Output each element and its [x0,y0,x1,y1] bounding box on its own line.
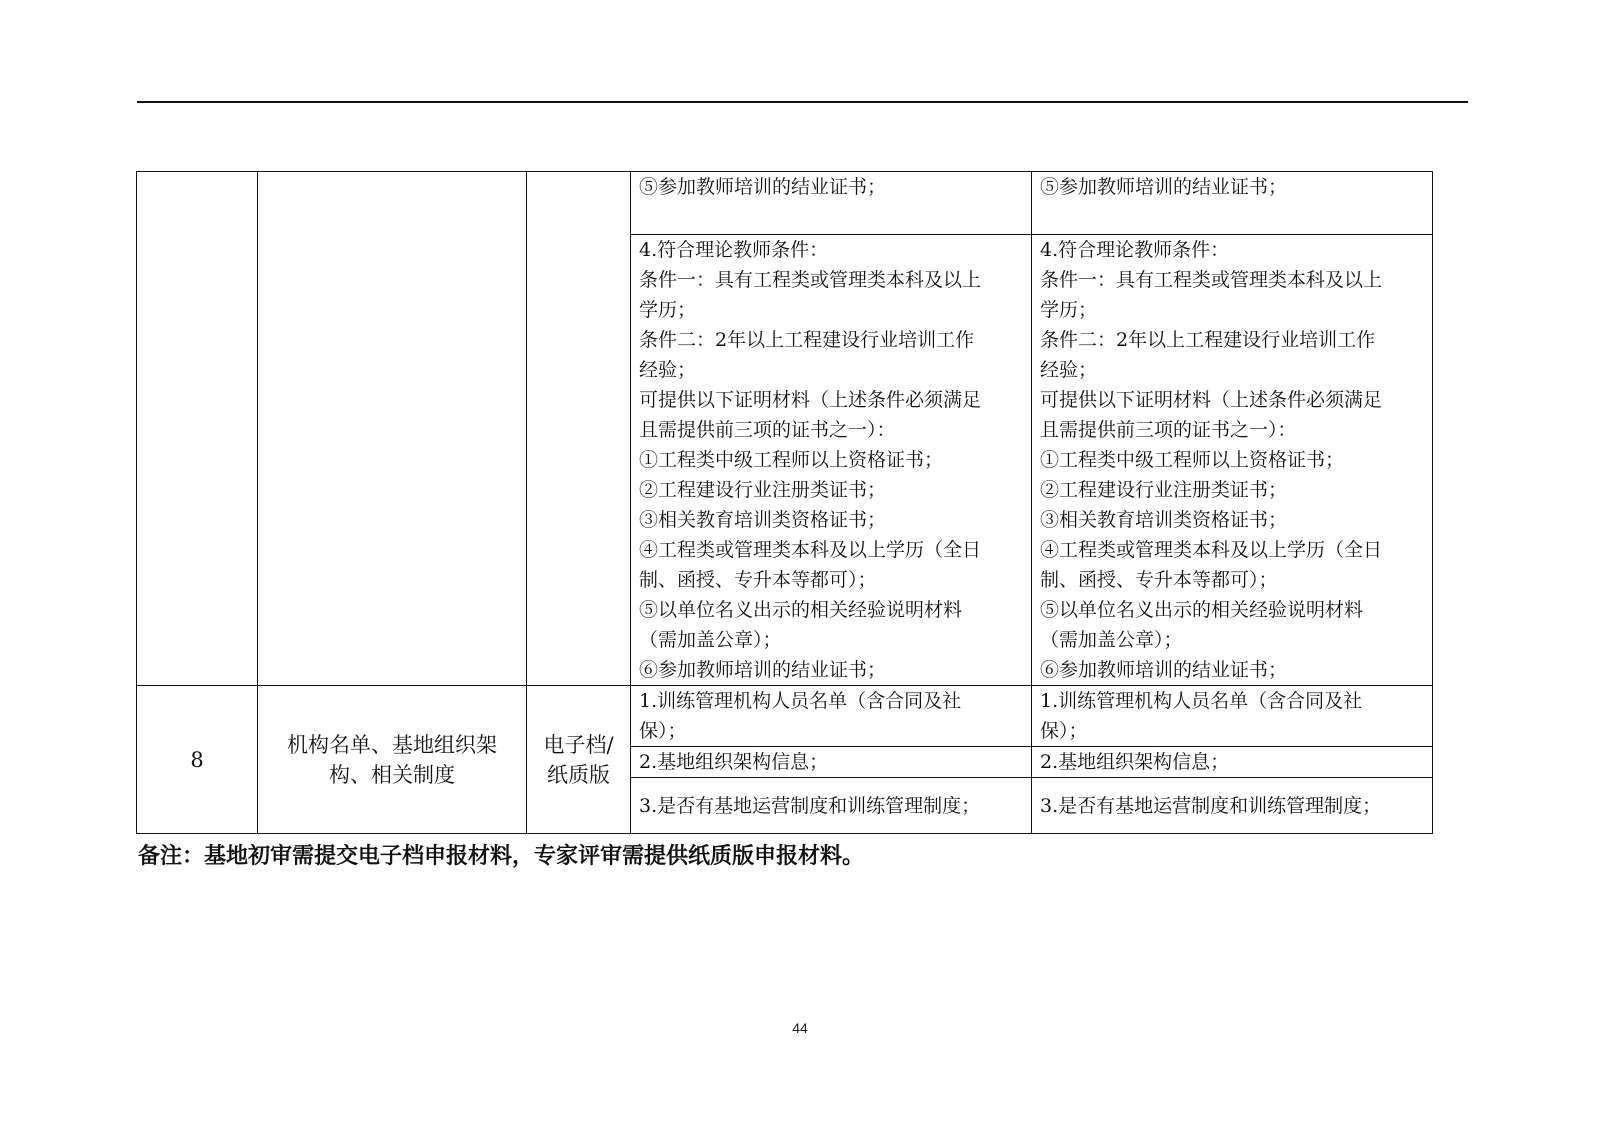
requirement-line: ⑤参加教师培训的结业证书； [639,176,887,198]
requirement-line: ③相关教育培训类资格证书； [639,509,887,531]
item-name-cell [258,686,527,834]
header-rule [137,101,1468,103]
provided-material-cell [1032,747,1433,778]
format-cell [527,686,631,834]
requirement-line: 且需提供前三项的证书之一）： [1040,419,1297,441]
requirement-line: ⑤以单位名义出示的相关经验说明材料 [639,599,963,621]
table-row [137,172,1433,235]
requirement-line: 学历； [1040,299,1098,321]
requirement-line: 条件二：2年以上工程建设行业培训工作 [639,329,975,351]
requirement-line: 2.基地组织架构信息； [639,751,829,773]
requirement-line: ⑤参加教师培训的结业证书； [1040,176,1288,198]
requirement-line: ④工程类或管理类本科及以上学历（全日 [1040,539,1383,561]
requirement-cell [631,747,1032,778]
requirement-cell [631,172,1032,235]
requirement-line: 4.符合理论教师条件： [1040,239,1230,261]
requirement-line: 经验； [639,359,697,381]
format-line: 纸质版 [547,762,610,787]
item-cell-continued [258,172,527,686]
requirement-line: ①工程类中级工程师以上资格证书； [1040,449,1345,471]
requirement-line: 保）； [1040,720,1088,742]
requirement-line: ①工程类中级工程师以上资格证书； [639,449,944,471]
requirement-line: ②工程建设行业注册类证书； [1040,479,1288,501]
number-cell-continued [137,172,258,686]
requirement-line: ④工程类或管理类本科及以上学历（全日 [639,539,982,561]
row-number: 8 [137,686,258,834]
requirement-line: ⑥参加教师培训的结业证书； [639,659,887,681]
page-number: 44 [792,1020,808,1036]
requirement-line: ②工程建设行业注册类证书； [639,479,887,501]
requirement-line: 4.符合理论教师条件： [639,239,829,261]
requirement-line: 学历； [639,299,697,321]
requirement-cell [631,778,1032,834]
requirement-line: ⑤以单位名义出示的相关经验说明材料 [1040,599,1364,621]
format-cell-continued [527,172,631,686]
format-line: 电子档/ [543,732,614,757]
requirement-line: ⑥参加教师培训的结业证书； [1040,659,1288,681]
requirement-line: 条件二：2年以上工程建设行业培训工作 [1040,329,1376,351]
requirement-line: 制、函授、专升本等都可）； [1040,569,1278,591]
table-row [137,686,1433,747]
requirement-cell [631,235,1032,686]
requirement-line: 条件一：具有工程类或管理类本科及以上 [639,269,982,291]
requirement-line: 可提供以下证明材料（上述条件必须满足 [639,389,982,411]
requirement-line: 保）； [639,720,687,742]
provided-material-cell [1032,778,1433,834]
requirement-line: 1.训练管理机构人员名单（含合同及社 [1040,690,1363,712]
requirement-line: 条件一：具有工程类或管理类本科及以上 [1040,269,1383,291]
requirement-cell [631,686,1032,747]
requirement-line: 制、函授、专升本等都可）； [639,569,877,591]
item-name-line: 机构名单、基地组织架 [287,732,497,757]
requirements-table [136,171,1433,834]
item-name-line: 构、相关制度 [329,762,455,787]
provided-material-cell [1032,235,1433,686]
provided-material-cell [1032,686,1433,747]
requirement-line: 且需提供前三项的证书之一）： [639,419,896,441]
requirement-line: 经验； [1040,359,1098,381]
requirement-line: 1.训练管理机构人员名单（含合同及社 [639,690,962,712]
requirement-line: 可提供以下证明材料（上述条件必须满足 [1040,389,1383,411]
requirement-line: （需加盖公章）； [1040,629,1183,651]
provided-material-cell [1032,172,1433,235]
requirement-line: ③相关教育培训类资格证书； [1040,509,1288,531]
requirement-line: 2.基地组织架构信息； [1040,751,1230,773]
requirement-line: （需加盖公章）； [639,629,782,651]
requirement-line: 3.是否有基地运营制度和训练管理制度； [639,794,981,817]
requirement-line: 3.是否有基地运营制度和训练管理制度； [1040,794,1382,817]
remark-note: 备注：基地初审需提交电子档申报材料，专家评审需提供纸质版申报材料。 [138,844,865,869]
